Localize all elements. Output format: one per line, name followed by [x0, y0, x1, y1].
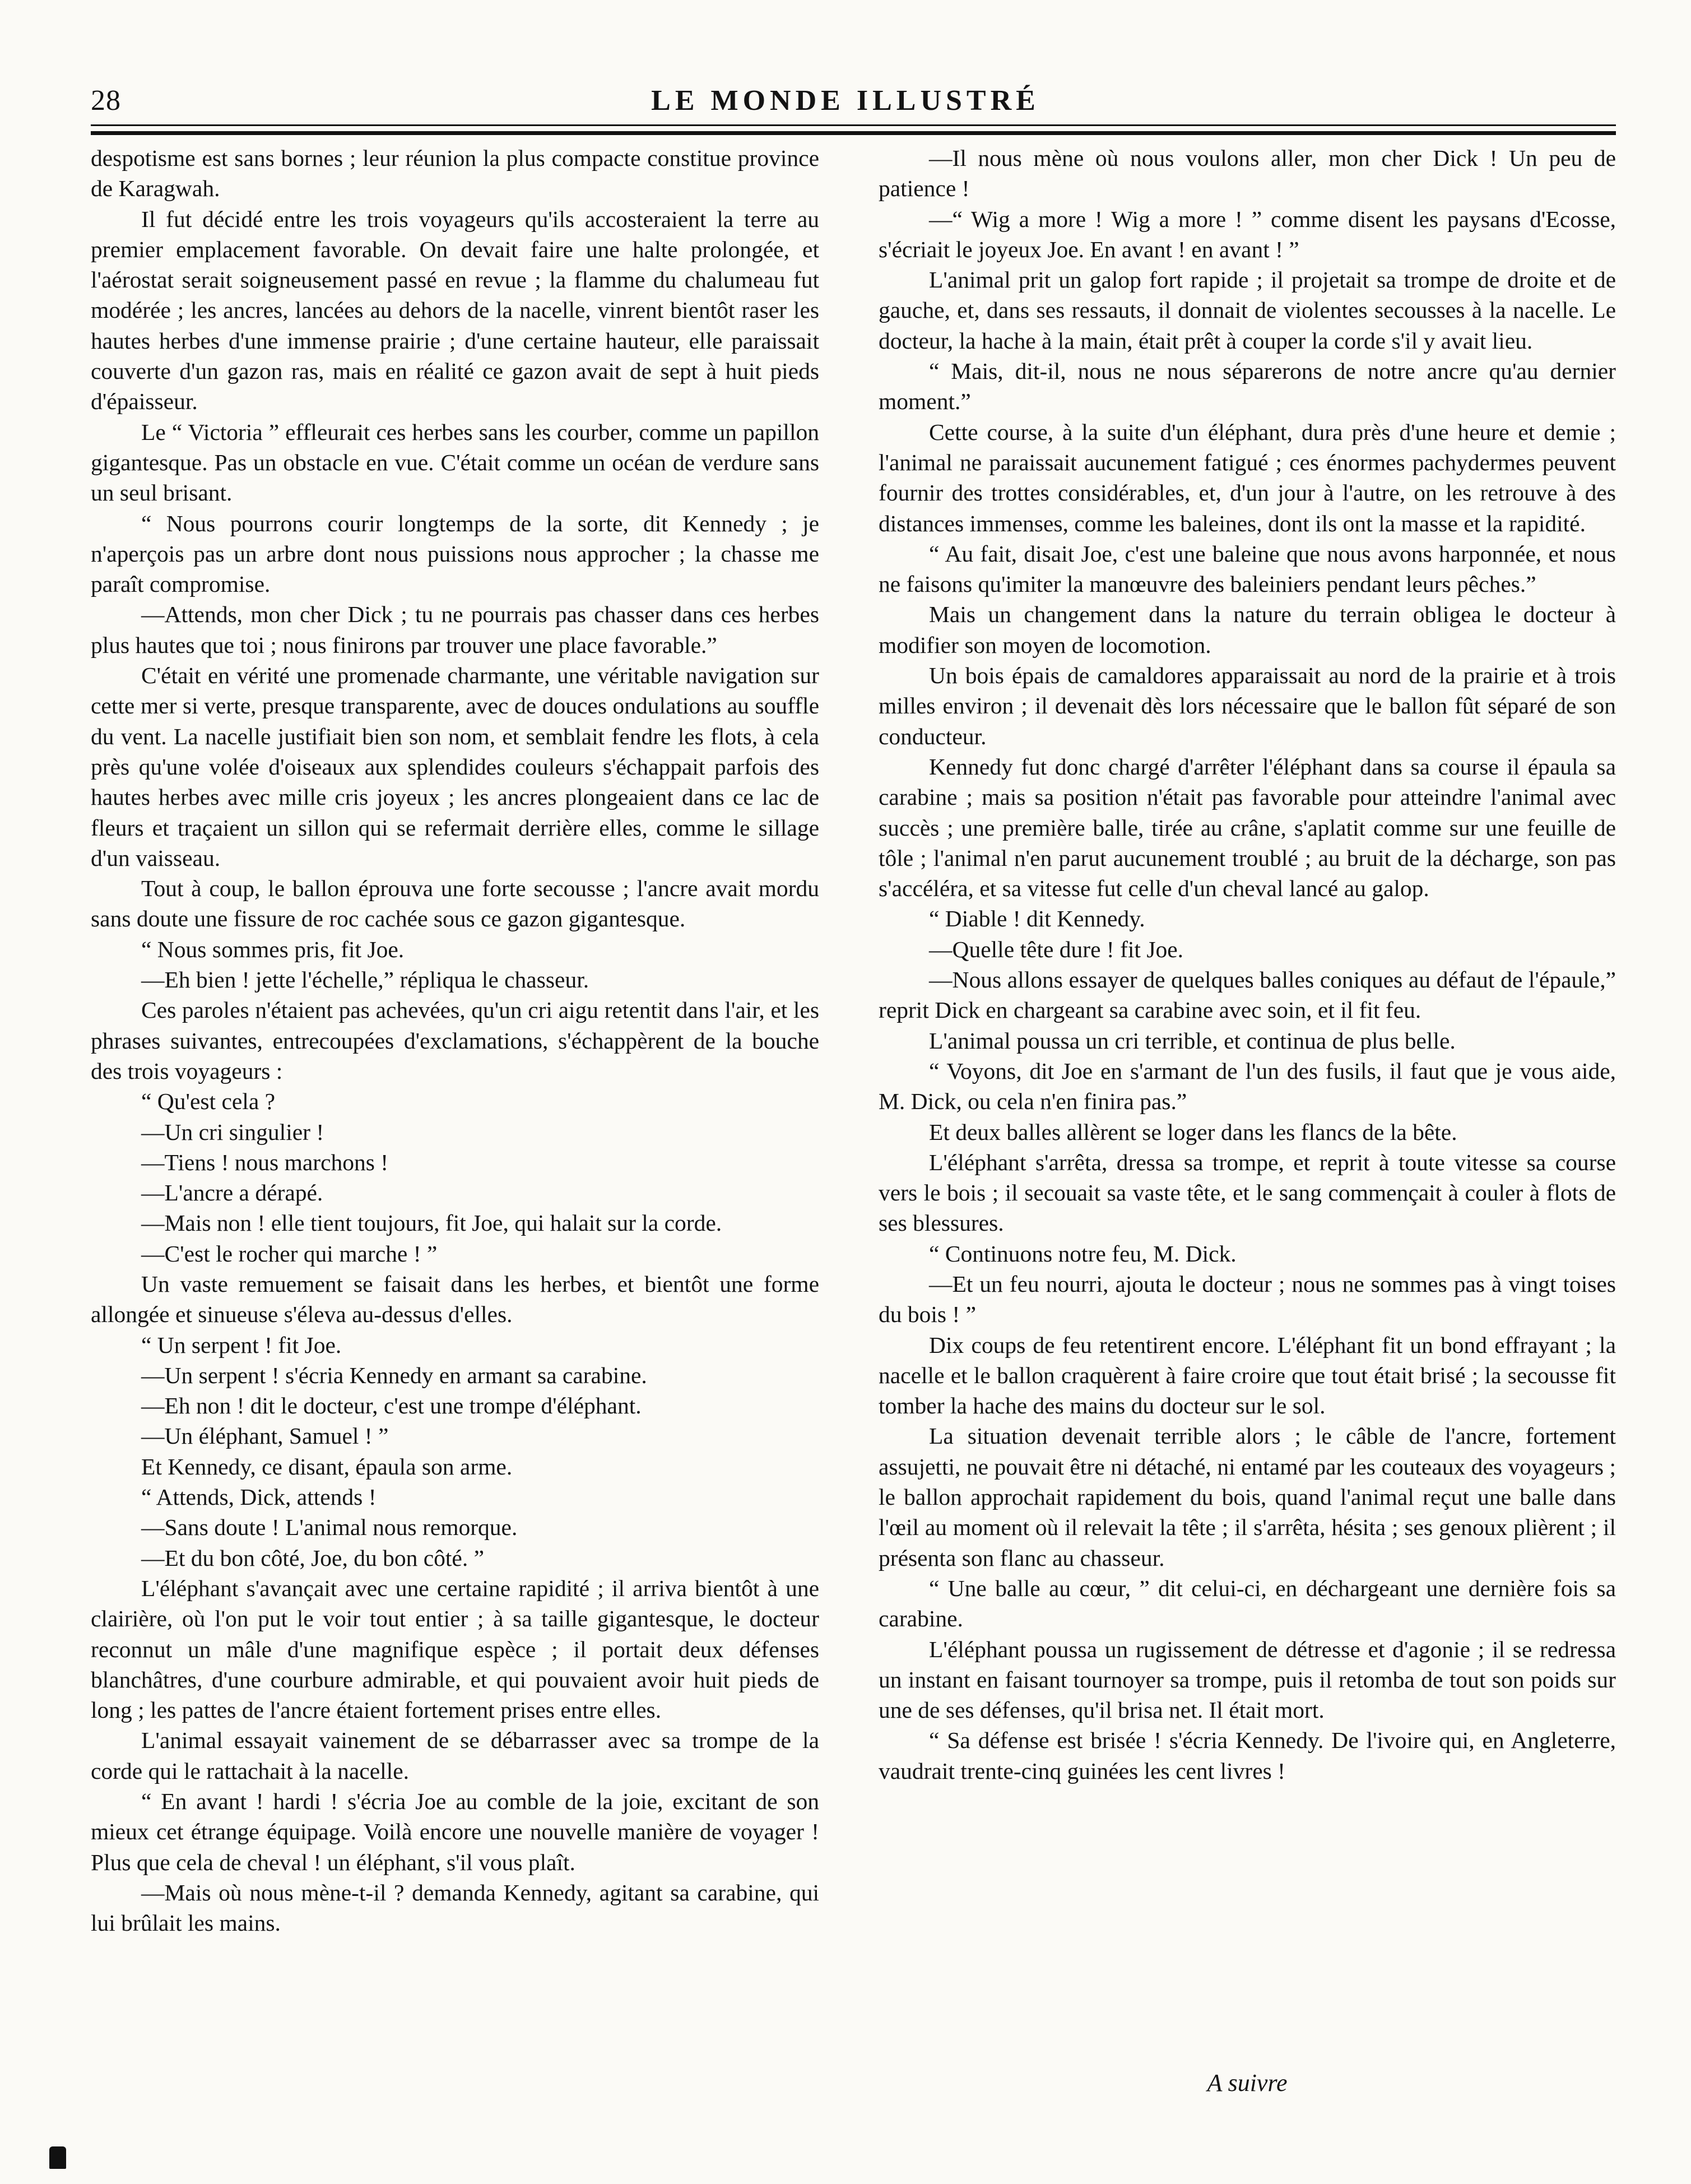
left-column	[91, 143, 819, 1939]
paragraph: —Un serpent ! s'écria Kennedy en armant sa carabine.	[141, 1362, 647, 1388]
paragraph: —Tiens ! nous marchons !	[141, 1149, 389, 1175]
paragraph: “ Mais, dit-il, nous ne nous séparerons de notre ancre qu'au dernier moment.”	[879, 358, 1616, 415]
paragraph: “ En avant ! hardi ! s'écria Joe au comble de la joie, excitant de son mieux cet étrange équipage. Voilà encore une nouvelle manière de voyager ! Plus que cela de cheval ! un éléphant, s'il vous plaît.	[91, 1788, 819, 1875]
paragraph: —Quelle tête dure ! fit Joe.	[929, 936, 1184, 962]
printer-mark	[49, 2146, 66, 2169]
paragraph: “ Qu'est cela ?	[141, 1088, 276, 1115]
paragraph: —Sans doute ! L'animal nous remorque.	[141, 1514, 518, 1541]
paragraph: —Mais non ! elle tient toujours, fit Joe, qui halait sur la corde.	[141, 1210, 722, 1236]
paragraph: Un bois épais de camaldores apparaissait au nord de la prairie et à trois milles environ ; il devenait dès lors nécessaire que le ballon fût séparé de son conducteur.	[879, 662, 1616, 749]
right-column	[879, 143, 1616, 1786]
paragraph: “ Un serpent ! fit Joe.	[141, 1332, 342, 1358]
paragraph: Et deux balles allèrent se loger dans les flancs de la bête.	[929, 1119, 1457, 1145]
paragraph: —“ Wig a more ! Wig a more ! ” comme disent les paysans d'Ecosse, s'écriait le joyeux Joe. En avant ! en avant ! ”	[879, 206, 1616, 262]
journal-title: LE MONDE ILLUSTRÉ	[651, 85, 1040, 117]
paragraph: —Nous allons essayer de quelques balles coniques au défaut de l'épaule,” reprit Dick en chargeant sa carabine avec soin, et il fit feu.	[879, 967, 1616, 1023]
paragraph: “ Nous pourrons courir longtemps de la sorte, dit Kennedy ; je n'aperçois pas un arbre dont nous puissions nous approcher ; la chasse me paraît compromise.	[91, 510, 819, 597]
paragraph: —Eh bien ! jette l'échelle,” répliqua le chasseur.	[141, 967, 589, 993]
paragraph: —Et du bon côté, Joe, du bon côté. ”	[141, 1545, 484, 1571]
paragraph: Il fut décidé entre les trois voyageurs qu'ils accosteraient la terre au premier emplacement favorable. On devait faire une halte prolongée, et l'aérostat serait soigneusement passé en revue ; la flamme du chalumeau fut modérée ; les ancres, lancées au dehors de la nacelle, vinrent bientôt raser les hautes herbes d'une immense prairie ; d'une certaine hauteur, elle paraissait couverte d'un gazon ras, mais en réalité ce gazon avait de sept à huit pieds d'épaisseur.	[91, 206, 819, 415]
paragraph: Mais un changement dans la nature du terrain obligea le docteur à modifier son moyen de locomotion.	[879, 601, 1616, 658]
paragraph: “ Au fait, disait Joe, c'est une baleine que nous avons harponnée, et nous ne faisons qu'imiter la manœuvre des baleiniers pendant leurs pêches.”	[879, 540, 1616, 597]
paragraph: —Il nous mène où nous voulons aller, mon cher Dick ! Un peu de patience !	[879, 145, 1616, 202]
paragraph: La situation devenait terrible alors ; le câble de l'ancre, fortement assujetti, ne pouvait être ni détaché, ni entamé par les couteaux des voyageurs ; le ballon approchait rapidement du bois, quand l'animal reçut une balle dans l'œil au moment où il relevait la tête ; il s'arrêta, hésita ; ses genoux plièrent ; il présenta son flanc au chasseur.	[879, 1423, 1616, 1571]
paragraph: “ Continuons notre feu, M. Dick.	[929, 1240, 1237, 1267]
paragraph: L'éléphant poussa un rugissement de détresse et d'agonie ; il se redressa un instant en faisant tournoyer sa trompe, puis il retomba de tout son poids sur une de ses défenses, qu'il brisa net. Il était mort.	[879, 1636, 1616, 1723]
paragraph: —Mais où nous mène-t-il ? demanda Kennedy, agitant sa carabine, qui lui brûlait les mains.	[91, 1879, 819, 1936]
paragraph: —Attends, mon cher Dick ; tu ne pourrais pas chasser dans ces herbes plus hautes que toi ; nous finirons par trouver une place favorable.”	[91, 601, 819, 658]
paragraph: —L'ancre a dérapé.	[141, 1180, 323, 1206]
to-be-continued: A suivre	[1207, 2069, 1288, 2097]
paragraph: Un vaste remuement se faisait dans les herbes, et bientôt une forme allongée et sinueuse s'éleva au-dessus d'elles.	[91, 1270, 819, 1328]
paragraph: —Eh non ! dit le docteur, c'est une trompe d'éléphant.	[141, 1393, 642, 1419]
paragraph: —C'est le rocher qui marche ! ”	[141, 1240, 438, 1267]
paragraph: Kennedy fut donc chargé d'arrêter l'éléphant dans sa course il épaula sa carabine ; mais sa position n'était pas favorable pour atteindre l'animal avec succès ; une première balle, tirée au crâne, s'aplatit comme sur une feuille de tôle ; l'animal n'en parut aucunement troublé ; au bruit de la décharge, son pas s'accéléra, et sa vitesse fut celle d'un cheval lancé au galop.	[879, 753, 1616, 902]
paragraph: L'éléphant s'arrêta, dressa sa trompe, et reprit à toute vitesse sa course vers le bois ; il secouait sa vaste tête, et le sang commençait à couler à flots de ses blessures.	[879, 1149, 1616, 1236]
paragraph: —Et un feu nourri, ajouta le docteur ; nous ne sommes pas à vingt toises du bois ! ”	[879, 1270, 1616, 1328]
paragraph: “ Voyons, dit Joe en s'armant de l'un des fusils, il faut que je vous aide, M. Dick, ou cela n'en finira pas.”	[879, 1058, 1616, 1115]
paragraph: despotisme est sans bornes ; leur réunion la plus compacte constitue province de Karagwah.	[91, 145, 819, 202]
page-number: 28	[91, 85, 121, 117]
paragraph: “ Attends, Dick, attends !	[141, 1484, 377, 1510]
paragraph: Cette course, à la suite d'un éléphant, dura près d'une heure et demie ; l'animal ne paraissait aucunement fatigué ; ces énormes pachydermes peuvent fournir des trottes considérables, et, d'un jour à l'autre, on les retrouve à des distances immenses, comme les baleines, dont ils ont la masse et la rapidité.	[879, 419, 1616, 536]
paragraph: Ces paroles n'étaient pas achevées, qu'un cri aigu retentit dans l'air, et les phrases suivantes, entrecoupées d'exclamations, s'échappèrent de la bouche des trois voyageurs :	[91, 997, 819, 1084]
header-rule-thin	[91, 124, 1616, 126]
paragraph: “ Une balle au cœur, ” dit celui-ci, en déchargeant une dernière fois sa carabine.	[879, 1575, 1616, 1632]
paragraph: “ Nous sommes pris, fit Joe.	[141, 936, 405, 962]
paragraph: L'animal essayait vainement de se débarrasser avec sa trompe de la corde qui le rattachait à la nacelle.	[91, 1727, 819, 1784]
paragraph: “ Sa défense est brisée ! s'écria Kennedy. De l'ivoire qui, en Angleterre, vaudrait trente-cinq guinées les cent livres !	[879, 1727, 1616, 1784]
paragraph: L'animal prit un galop fort rapide ; il projetait sa trompe de droite et de gauche, et, dans ses ressauts, il donnait de violentes secousses à la nacelle. Le docteur, la hache à la main, était prêt à couper la corde s'il y avait lieu.	[879, 267, 1616, 354]
paragraph: Le “ Victoria ” effleurait ces herbes sans les courber, comme un papillon gigantesque. Pas un obstacle en vue. C'était comme un océan de verdure sans un seul brisant.	[91, 419, 819, 506]
paragraph: —Un cri singulier !	[141, 1119, 324, 1145]
paragraph: “ Diable ! dit Kennedy.	[929, 906, 1145, 932]
paragraph: Tout à coup, le ballon éprouva une forte secousse ; l'ancre avait mordu sans doute une fissure de roc cachée sous ce gazon gigantesque.	[91, 875, 819, 932]
paragraph: C'était en vérité une promenade charmante, une véritable navigation sur cette mer si verte, presque transparente, avec de douces ondulations au souffle du vent. La nacelle justifiait bien son nom, et semblait fendre les flots, à cela près qu'une volée d'oiseaux aux splendides couleurs s'échappait parfois des hautes herbes avec mille cris joyeux ; les ancres plongeaient dans ce lac de fleurs et traçaient un sillon qui se refermait derrière elles, comme le sillage d'un vaisseau.	[91, 662, 819, 871]
paragraph: Et Kennedy, ce disant, épaula son arme.	[141, 1453, 513, 1480]
paragraph: Dix coups de feu retentirent encore. L'éléphant fit un bond effrayant ; la nacelle et le ballon craquèrent à faire croire que tout était brisé ; la secousse fit tomber la hache des mains du docteur sur le sol.	[879, 1332, 1616, 1419]
header-rule-thick	[91, 131, 1616, 135]
paragraph: —Un éléphant, Samuel ! ”	[141, 1423, 389, 1449]
paragraph: L'animal poussa un cri terrible, et continua de plus belle.	[929, 1027, 1456, 1054]
paragraph: L'éléphant s'avançait avec une certaine rapidité ; il arriva bientôt à une clairière, où l'on put le voir tout entier ; à sa taille gigantesque, le docteur reconnut un mâle d'une magnifique espèce ; il portait deux défenses blanchâtres, d'une courbure admirable, et qui pouvaient avoir huit pieds de long ; les pattes de l'ancre étaient fortement prises entre elles.	[91, 1575, 819, 1723]
